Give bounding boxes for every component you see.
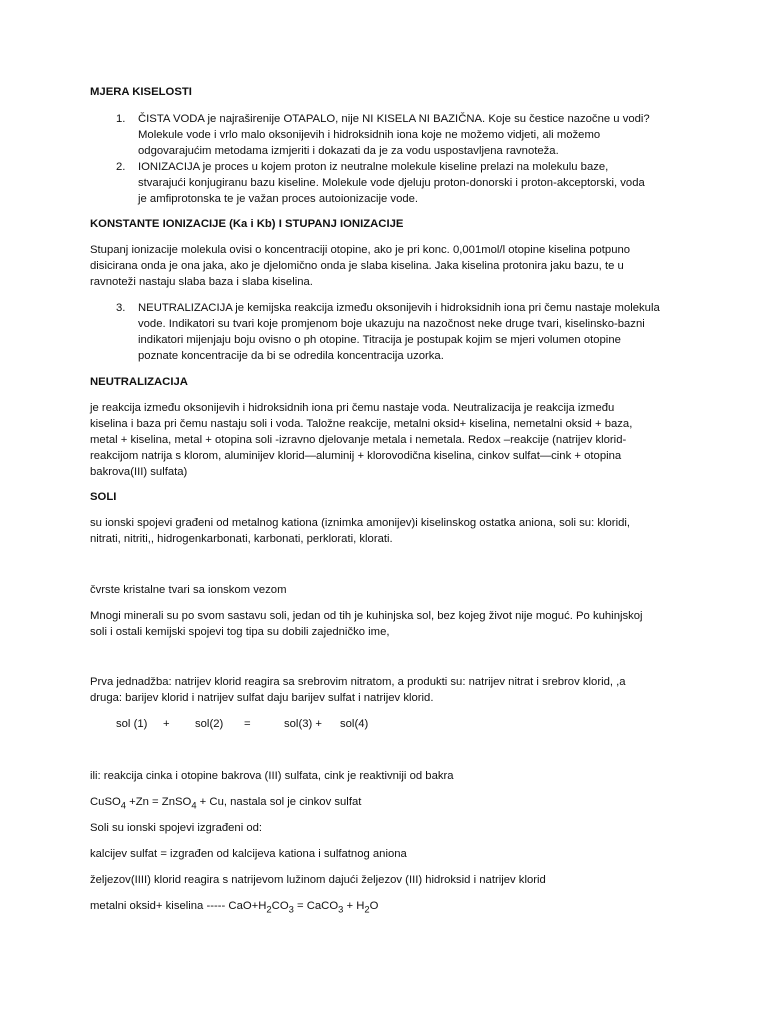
list-number: 2. xyxy=(116,161,126,173)
list-item-line: je amfiprotonska te je važan proces autoionizacije vode. xyxy=(138,193,419,205)
heading-konstante-ionizacije: KONSTANTE IONIZACIJE (Ka i Kb) I STUPANJ IONIZACIJE xyxy=(90,218,404,230)
paragraph-line: je reakcija između oksonijevih i hidroksidnih iona pri čemu nastaje voda. Neutralizacija je reakcija između xyxy=(90,402,615,414)
paragraph-line: druga: barijev klorid i natrijev sulfat daju barijev sulfat i natrijev klorid. xyxy=(90,692,434,704)
paragraph-line: ravnoteži nastaju slaba baza i slaba kiselina. xyxy=(90,276,313,288)
heading-neutralizacija: NEUTRALIZACIJA xyxy=(90,376,188,388)
list-item-line: vode. Indikatori su tvari koje promjenom boje ukazuju na nazočnost neke druge tvari, kiselinsko-bazni xyxy=(138,318,645,330)
paragraph-line: metal + kiselina, metal + otopina soli -izravno djelovanje metala i nemetala. Redox –reakcije (natrijev klorid- xyxy=(90,434,627,446)
paragraph-line: Stupanj ionizacije molekula ovisi o koncentraciji otopine, ako je pri konc. 0,001mol/l otopine kiselina potpuno xyxy=(90,244,631,256)
paragraph-line: ili: reakcija cinka i otopine bakrova (III) sulfata, cink je reaktivniji od bakra xyxy=(90,770,454,782)
paragraph-line: željezov(IIII) klorid reagira s natrijevom lužinom dajući željezov (III) hidroksid i natrijev klorid xyxy=(90,874,546,886)
heading-soli: SOLI xyxy=(90,491,117,503)
paragraph-line: Soli su ionski spojevi izgrađeni od: xyxy=(90,822,263,834)
list-item-line: NEUTRALIZACIJA je kemijska reakcija između oksonijevih i hidroksidnih iona pri čemu nastaje molekula xyxy=(138,302,660,314)
paragraph-line: soli i ostali kemijski spojevi tog tipa su dobili zajedničko ime, xyxy=(90,626,390,638)
paragraph-line: su ionski spojevi građeni od metalnog kationa (iznimka amonijev)i kiselinskog ostatka aniona, soli su: kloridi, xyxy=(90,517,631,529)
list-item-line: ČISTA VODA je najraširenije OTAPALO, nije NI KISELA NI BAZIČNA. Koje su čestice nazočne u vodi? xyxy=(138,113,650,125)
paragraph-line: disicirana onda je ona jaka, ako je djelomično onda je slaba kiselina. Jaka kiselina protonira jaku bazu, te u xyxy=(90,260,624,272)
equation-term-sol3: sol(3) + xyxy=(284,718,322,730)
paragraph-line: kalcijev sulfat = izgrađen od kalcijeva kationa i sulfatnog aniona xyxy=(90,848,407,860)
paragraph-line: reakcijom natrija s klorom, aluminijev klorid—aluminij + klorovodična kiselina, cinkov sulfat—cink + otopina xyxy=(90,450,622,462)
paragraph-line: nitrati, nitriti,, hidrogenkarbonati, karbonati, perklorati, klorati. xyxy=(90,533,393,545)
equation-term-sol2: sol(2) xyxy=(195,718,224,730)
paragraph-line: kiselina i baza pri čemu nastaju soli i voda. Taložne reakcije, metalni oksid+ kiselina, nemetalni oksid + baza, xyxy=(90,418,633,430)
equation-plus: + xyxy=(163,718,170,730)
paragraph-line: čvrste kristalne tvari sa ionskom vezom xyxy=(90,584,287,596)
equation-equals: = xyxy=(244,718,251,730)
equation-term-sol1: sol (1) xyxy=(116,718,148,730)
list-item-line: indikatori mijenjaju boju ovisno o ph otopine. Titracija je postupak kojim se mjeri volumen otopine xyxy=(138,334,621,346)
paragraph-line: Mnogi minerali su po svom sastavu soli, jedan od tih je kuhinjska sol, bez kojeg život nije moguć. Po kuhinjskoj xyxy=(90,610,643,622)
paragraph-line: Prva jednadžba: natrijev klorid reagira sa srebrovim nitratom, a produkti su: natrijev nitrat i srebrov klorid, ,a xyxy=(90,676,626,688)
chemical-equation-line: CuSO$_4$ +Zn = ZnSO$_4$ + Cu, nastala sol je cinkov sulfat xyxy=(90,796,362,811)
list-item-line: poznate koncentracije da bi se odredila koncentracija uzorka. xyxy=(138,350,444,362)
list-item-line: Molekule vode i vrlo malo oksonijevih i hidroksidnih iona koje ne možemo vidjeti, ali možemo xyxy=(138,129,601,141)
list-item-line: odgovarajućim metodama izmjeriti i dokazati da je za vodu uspostavljena ravnoteža. xyxy=(138,145,559,157)
list-number: 1. xyxy=(116,113,126,125)
equation-term-sol4: sol(4) xyxy=(340,718,369,730)
list-item-line: stvarajući konjugiranu bazu kiseline. Molekule vode djeluju proton-donorski i proton-akceptorski, voda xyxy=(138,177,645,189)
heading-mjera-kiselosti: MJERA KISELOSTI xyxy=(90,86,192,98)
chemical-equation-line: metalni oksid+ kiselina ----- $CaO+H_2CO_3$ = CaCO$_3$ + $H_2O$ xyxy=(90,900,379,915)
list-item-line: IONIZACIJA je proces u kojem proton iz neutralne molekule kiseline prelazi na molekulu baze, xyxy=(138,161,609,173)
list-number: 3. xyxy=(116,302,126,314)
paragraph-line: bakrova(III) sulfata) xyxy=(90,466,188,478)
